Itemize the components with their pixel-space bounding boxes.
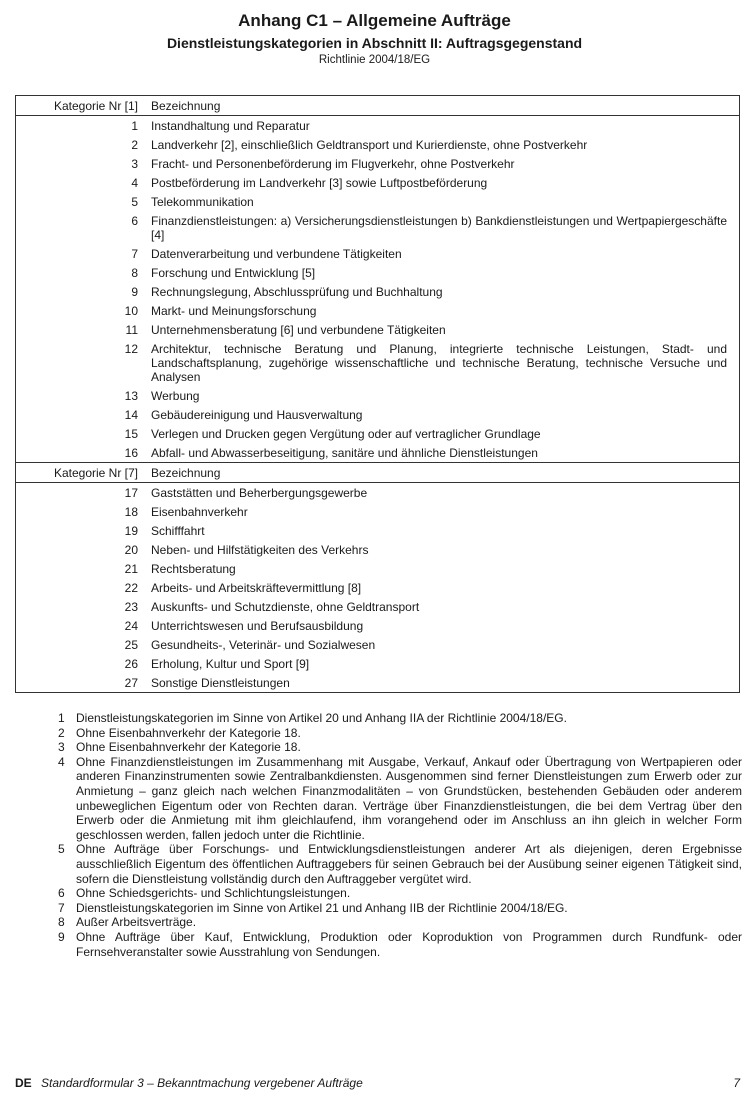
table-row [16,173,740,192]
category-number: 2 [131,138,138,152]
table-row [16,597,740,616]
category-number: 26 [124,657,138,671]
footnote-text: Ohne Finanzdienstleistungen im Zusammenhang mit Ausgabe, Verkauf, Ankauf oder Übertragung von Wertpapieren oder anderen Finanzinstrumenten sowie Zentralbankdiensten. Ausgenommen sind ferner Dienstleistungen zum Erwerb oder zur Anmietung – ganz gleich nach welchen Finanzmodalitäten – von Grundstücken, bestehenden Gebäuden oder anderem unbeweglichen Eigentum oder von Rechten daran. Verträge über Finanzdienstleistungen, die bei dem Vertrag über den Erwerb oder die Anmietung mit ihm gleichlaufend, ihm vorangehend oder im Anschluss an ihn gleich in welcher Form geschlossen werden, fallen jedoch unter die Richtlinie. [76,754,742,842]
table-row [16,301,740,320]
category-number: 4 [131,176,138,190]
column-header-category-nr: Kategorie Nr [1] [16,96,152,116]
table-row [16,483,740,503]
category-designation: Architektur, technische Beratung und Planung, integrierte technische Leistungen, Stadt- und Landschaftsplanung, zugehörige wissenschaftliche und technische Beratung, technische Versuche und Analysen [151,342,727,384]
footnote [58,901,742,916]
category-designation: Markt- und Meinungsforschung [151,304,317,318]
category-designation: Abfall- und Abwasserbeseitigung, sanitäre und ähnliche Dienstleistungen [151,446,538,460]
table-row [16,443,740,463]
category-designation: Werbung [151,389,200,403]
category-designation: Verlegen und Drucken gegen Vergütung oder auf vertraglicher Grundlage [151,427,541,441]
footnote-number: 7 [58,900,65,915]
footnote [58,711,742,726]
category-designation: Fracht- und Personenbeförderung im Flugverkehr, ohne Postverkehr [151,157,515,171]
table-row [16,116,740,136]
footnote-text: Dienstleistungskategorien im Sinne von Artikel 21 und Anhang IIB der Richtlinie 2004/18/EG. [76,900,568,915]
category-number: 25 [124,638,138,652]
footnote-number: 9 [58,929,65,944]
table-row [16,211,740,244]
table-row [16,405,740,424]
page-subtitle: Dienstleistungskategorien in Abschnitt II: Auftragsgegenstand [166,35,583,51]
category-designation: Finanzdienstleistungen: a) Versicherungsdienstleistungen b) Bankdienstleistungen und Wertpapiergeschäfte [4] [151,214,727,242]
category-designation: Rechtsberatung [151,562,236,576]
table-row [16,424,740,443]
category-designation: Gesundheits-, Veterinär- und Sozialwesen [151,638,376,652]
table-row [16,616,740,635]
category-number: 19 [124,524,138,538]
footnote-text: Ohne Schiedsgerichts- und Schlichtungsleistungen. [76,886,351,901]
category-number: 17 [124,486,138,500]
document-header [0,10,749,67]
category-designation: Telekommunikation [151,195,254,209]
category-number: 7 [131,247,138,261]
table-row [16,502,740,521]
category-designation: Gaststätten und Beherbergungsgewerbe [151,486,368,500]
footnote-number: 2 [58,725,65,740]
category-number: 22 [124,581,138,595]
footnote-text: Ohne Eisenbahnverkehr der Kategorie 18. [76,740,301,755]
table-row [16,244,740,263]
category-number: 24 [124,619,138,633]
category-designation: Arbeits- und Arbeitskräftevermittlung [8] [151,581,362,595]
table-row [16,521,740,540]
category-designation: Postbeförderung im Landverkehr [3] sowie Luftpostbeförderung [151,176,488,190]
category-number: 12 [124,342,138,356]
column-header-designation: Bezeichnung [151,463,740,483]
category-number: 15 [124,427,138,441]
footnote [58,930,742,959]
form-name: Standardformular 3 – Bekanntmachung vergebener Aufträge [41,1076,363,1090]
category-designation: Unterrichtswesen und Berufsausbildung [151,619,364,633]
footnote-text: Ohne Eisenbahnverkehr der Kategorie 18. [76,725,301,740]
page-number: 7 [733,1076,740,1090]
footnote-text: Außer Arbeitsverträge. [76,915,197,930]
table-row [16,386,740,405]
footnote-number: 1 [58,711,65,725]
footnote-text: Dienstleistungskategorien im Sinne von Artikel 20 und Anhang IIA der Richtlinie 2004/18/EG. [76,711,567,725]
table-row [16,540,740,559]
footnote-number: 8 [58,915,65,930]
category-number: 23 [124,600,138,614]
category-number: 6 [131,214,138,228]
footnote [58,755,742,843]
category-number: 11 [125,323,138,337]
footnote [58,726,742,741]
category-designation: Schifffahrt [151,524,205,538]
footnotes [58,711,742,959]
category-number: 20 [124,543,138,557]
category-designation: Erholung, Kultur und Sport [9] [151,657,310,671]
table-row [16,578,740,597]
category-number: 13 [124,389,138,403]
category-designation: Gebäudereinigung und Hausverwaltung [151,408,363,422]
table-row [16,263,740,282]
category-number: 1 [131,119,138,133]
category-table [15,95,740,693]
table-row [16,192,740,211]
table-row [16,154,740,173]
category-number: 9 [131,285,138,299]
table-row [16,559,740,578]
category-designation: Rechnungslegung, Abschlussprüfung und Buchhaltung [151,285,443,299]
table-row [16,135,740,154]
page-title: Anhang C1 – Allgemeine Aufträge [238,11,511,30]
table-row [16,320,740,339]
table-header-row [16,96,740,116]
category-number: 3 [131,157,138,171]
category-number: 5 [131,195,138,209]
table-row [16,654,740,673]
footnote-number: 4 [58,754,65,769]
column-header-designation: Bezeichnung [151,96,740,116]
category-designation: Forschung und Entwicklung [5] [151,266,316,280]
category-number: 8 [131,266,138,280]
category-number: 14 [124,408,138,422]
footnote [58,740,742,755]
category-designation: Auskunfts- und Schutzdienste, ohne Geldtransport [151,600,420,614]
category-designation: Unternehmensberatung [6] und verbundene Tätigkeiten [151,323,446,337]
footnote [58,842,742,886]
category-designation: Instandhaltung und Reparatur [151,119,310,133]
table-row [16,673,740,693]
column-header-category-nr: Kategorie Nr [7] [16,463,152,483]
category-number: 16 [124,446,138,460]
table-row [16,635,740,654]
category-designation: Neben- und Hilfstätigkeiten des Verkehrs [151,543,369,557]
table-row [16,339,740,386]
table-row [16,282,740,301]
footnote-number: 6 [58,886,65,901]
category-designation: Datenverarbeitung und verbundene Tätigkeiten [151,247,402,261]
table-header-row [16,463,740,483]
footnote-number: 5 [58,842,65,857]
directive-label: Richtlinie 2004/18/EG [318,54,431,66]
category-designation: Landverkehr [2], einschließlich Geldtransport und Kurierdienste, ohne Postverkehr [151,138,588,152]
page-footer [15,1076,740,1090]
category-number: 10 [124,304,138,318]
footnote [58,886,742,901]
language-code: DE [15,1076,32,1090]
footnote-number: 3 [58,740,65,755]
category-number: 18 [124,505,138,519]
footnote-text: Ohne Aufträge über Kauf, Entwicklung, Produktion oder Koproduktion von Programmen durch Rundfunk- oder Fernsehveranstalter sowie Ausstrahlung von Sendungen. [76,929,742,959]
category-designation: Sonstige Dienstleistungen [151,676,290,690]
footnote-text: Ohne Aufträge über Forschungs- und Entwicklungsdienstleistungen anderer Art als diejenigen, deren Ergebnisse ausschließlich Eigentum des öffentlichen Auftraggebers für seinen Gebrauch bei der Ausübung seiner eigenen Tätigkeit sind, sofern die Dienstleistung vollständig durch den Auftraggeber vergütet wird. [76,842,742,886]
category-number: 21 [124,562,138,576]
footnote [58,915,742,930]
category-designation: Eisenbahnverkehr [151,505,248,519]
category-number: 27 [124,676,138,690]
